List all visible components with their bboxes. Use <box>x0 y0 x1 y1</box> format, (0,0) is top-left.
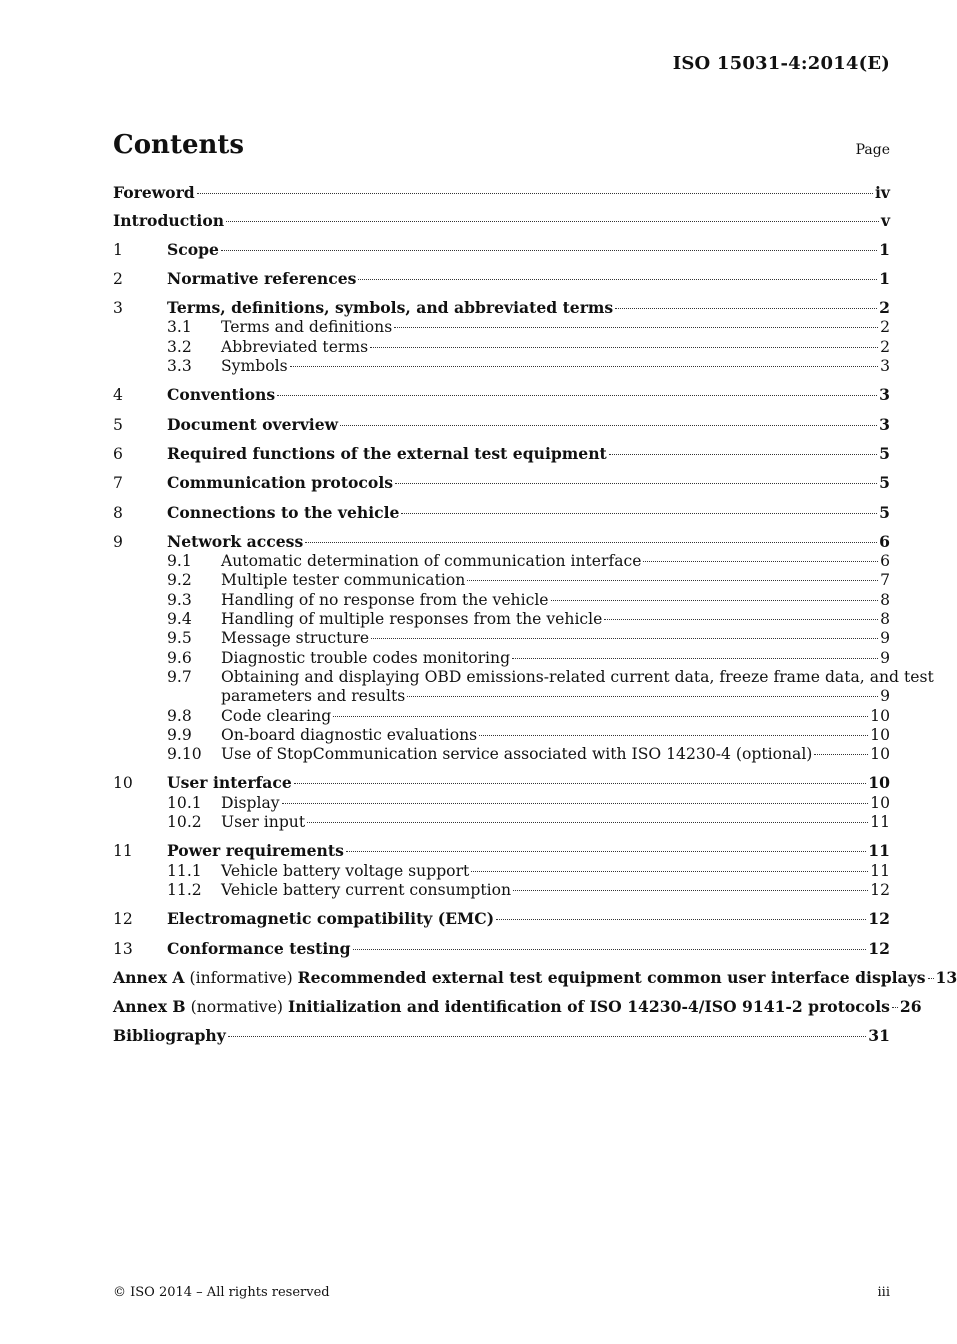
dot-leader <box>512 657 878 659</box>
toc-title: Scope <box>167 239 219 259</box>
table-of-contents <box>113 183 957 1046</box>
dot-leader <box>294 782 867 784</box>
toc-entry-10-2[interactable] <box>113 813 890 832</box>
page-number: iii <box>877 1285 890 1300</box>
toc-page: 11 <box>870 813 890 832</box>
toc-entry-1[interactable] <box>113 240 890 260</box>
toc-page: 26 <box>899 997 922 1017</box>
toc-number: 9.7 <box>167 667 192 686</box>
toc-entry-bibliography[interactable] <box>113 1026 890 1045</box>
toc-number: 9 <box>113 532 123 551</box>
toc-page: 8 <box>880 610 890 629</box>
toc-entry-6[interactable] <box>113 444 890 464</box>
toc-page: 1 <box>879 268 890 288</box>
toc-number: 6 <box>113 444 123 463</box>
dot-leader <box>371 637 878 639</box>
toc-title: Diagnostic trouble codes monitoring <box>221 648 511 667</box>
toc-page: 10 <box>870 745 890 764</box>
toc-title: Use of StopCommunication service associated with ISO 14230-4 (optional) <box>221 745 813 764</box>
toc-entry-12[interactable] <box>113 909 890 929</box>
toc-title: Conventions <box>167 385 276 405</box>
toc-title: Automatic determination of communication interface <box>221 552 642 571</box>
dot-leader <box>643 560 878 562</box>
toc-number: 9.8 <box>167 706 192 725</box>
dot-leader <box>305 541 877 543</box>
toc-number: 9.9 <box>167 725 192 744</box>
toc-entry-annex-a[interactable] <box>113 967 957 988</box>
page-title: Contents <box>113 130 245 160</box>
toc-page: 3 <box>879 385 890 405</box>
dot-leader <box>290 365 878 367</box>
toc-entry-9-1[interactable] <box>113 552 890 571</box>
toc-number: 3.2 <box>167 337 192 356</box>
dot-leader <box>370 346 878 348</box>
toc-page: 5 <box>879 473 890 493</box>
toc-page: 6 <box>880 552 890 571</box>
toc-title: Document overview <box>167 414 339 434</box>
toc-page: 8 <box>880 590 890 609</box>
toc-title: Conformance testing <box>167 938 351 958</box>
toc-entry-9-9[interactable] <box>113 726 890 745</box>
toc-page: 7 <box>880 571 890 590</box>
toc-number: 9.5 <box>167 629 192 648</box>
toc-page: 9 <box>880 687 890 706</box>
toc-number: 10 <box>113 774 133 793</box>
toc-page: 5 <box>879 502 890 522</box>
toc-page: 1 <box>879 239 890 259</box>
toc-title-line1: Obtaining and displaying OBD emissions-related current data, freeze frame data, and test <box>221 667 934 686</box>
toc-title: Abbreviated terms <box>221 337 369 356</box>
annex-label: Annex B <box>113 997 186 1017</box>
toc-title: Multiple tester communication <box>221 571 466 590</box>
document-id: ISO 15031-4:2014(E) <box>672 53 890 74</box>
toc-page: 9 <box>880 629 890 648</box>
toc-entry-9-5[interactable] <box>113 629 890 648</box>
toc-title: Introduction <box>113 211 225 231</box>
dot-leader <box>467 579 878 581</box>
toc-page: 2 <box>880 337 890 356</box>
toc-number: 9.3 <box>167 590 192 609</box>
toc-number: 7 <box>113 474 123 493</box>
annex-label: Annex A <box>113 967 185 987</box>
toc-page: 3 <box>879 414 890 434</box>
page-column-label: Page <box>855 142 890 158</box>
annex-title: Initialization and identification of ISO 14230-4/ISO 9141-2 protocols <box>287 997 890 1017</box>
toc-number: 9.1 <box>167 552 192 571</box>
toc-title-line2: parameters and results <box>221 687 406 706</box>
toc-number: 3.3 <box>167 357 192 376</box>
toc-entry-2[interactable] <box>113 269 890 289</box>
toc-title: Terms and definitions <box>221 318 393 337</box>
toc-entry-9-8[interactable] <box>113 707 890 726</box>
toc-number: 5 <box>113 415 123 434</box>
toc-entry-9-7[interactable] <box>113 667 934 687</box>
dot-leader <box>928 977 934 979</box>
toc-entry-10-1[interactable] <box>113 794 890 813</box>
toc-number: 9.6 <box>167 648 192 667</box>
toc-entry-9-6[interactable] <box>113 649 890 668</box>
toc-number: 9.10 <box>167 745 202 764</box>
dot-leader <box>609 453 877 455</box>
dot-leader <box>401 512 877 514</box>
toc-title: Normative references <box>167 268 357 288</box>
dot-leader <box>221 249 877 251</box>
toc-number: 4 <box>113 386 123 405</box>
toc-number: 10.2 <box>167 813 202 832</box>
toc-title: User interface <box>167 773 292 793</box>
toc-page: 11 <box>868 841 890 861</box>
toc-title: Vehicle battery current consumption <box>221 880 512 899</box>
dot-leader <box>333 715 868 717</box>
dot-leader <box>395 482 877 484</box>
toc-number: 11 <box>113 842 133 861</box>
dot-leader <box>353 948 867 950</box>
toc-page: 2 <box>879 298 890 318</box>
toc-page: 12 <box>870 880 890 899</box>
dot-leader <box>471 870 868 872</box>
dot-leader <box>407 695 878 697</box>
toc-entry-8[interactable] <box>113 503 890 523</box>
toc-entry-9-2[interactable] <box>113 571 890 590</box>
toc-page: 31 <box>868 1026 890 1046</box>
dot-leader <box>226 220 879 222</box>
toc-entry-introduction[interactable] <box>113 211 890 230</box>
toc-title: Electromagnetic compatibility (EMC) <box>167 909 495 929</box>
toc-page: 12 <box>868 938 890 958</box>
toc-entry-11[interactable] <box>113 841 890 861</box>
dot-leader <box>228 1035 867 1037</box>
toc-title: Message structure <box>221 629 370 648</box>
toc-entry-9-10[interactable] <box>113 745 890 764</box>
toc-title: On-board diagnostic evaluations <box>221 725 478 744</box>
dot-leader <box>346 850 866 852</box>
toc-number: 11.1 <box>167 861 202 880</box>
toc-entry-9-3[interactable] <box>113 591 890 610</box>
toc-page: v <box>880 211 890 231</box>
dot-leader <box>604 618 878 620</box>
dot-leader <box>479 734 868 736</box>
toc-entry-7[interactable] <box>113 473 890 493</box>
dot-leader <box>277 394 877 396</box>
dot-leader <box>615 307 877 309</box>
toc-title: Vehicle battery voltage support <box>221 861 470 880</box>
toc-title: Bibliography <box>113 1026 226 1046</box>
toc-title: Symbols <box>221 357 288 376</box>
toc-title: Communication protocols <box>167 473 394 493</box>
toc-title: User input <box>221 813 306 832</box>
toc-title: Required functions of the external test equipment <box>167 443 607 463</box>
toc-entry-9-7-cont[interactable] <box>113 687 890 706</box>
dot-leader <box>282 802 869 804</box>
dot-leader <box>197 192 873 194</box>
dot-leader <box>340 424 877 426</box>
toc-entry-9[interactable] <box>113 532 890 552</box>
dot-leader <box>394 326 878 328</box>
dot-leader <box>513 889 868 891</box>
toc-entry-3-1[interactable] <box>113 318 890 337</box>
toc-page: 5 <box>879 443 890 463</box>
dot-leader <box>496 918 866 920</box>
toc-page: 12 <box>868 909 890 929</box>
toc-number: 10.1 <box>167 793 202 812</box>
toc-page: 11 <box>870 861 890 880</box>
annex-type: (normative) <box>190 998 284 1017</box>
toc-title: Foreword <box>113 183 195 202</box>
toc-page: iv <box>875 183 890 202</box>
toc-page: 6 <box>879 531 890 551</box>
annex-type: (informative) <box>189 968 293 987</box>
toc-title: Code clearing <box>221 706 332 725</box>
toc-title: Network access <box>167 531 304 551</box>
toc-title: Handling of no response from the vehicle <box>221 590 549 609</box>
toc-number: 11.2 <box>167 880 202 899</box>
toc-entry-foreword[interactable] <box>113 183 890 202</box>
toc-number: 3 <box>113 299 123 318</box>
annex-title: Recommended external test equipment common user interface displays <box>297 967 926 987</box>
toc-page: 9 <box>880 648 890 667</box>
toc-entry-9-4[interactable] <box>113 610 890 629</box>
toc-page: 10 <box>868 773 890 793</box>
toc-entry-3-2[interactable] <box>113 338 890 357</box>
toc-page: 13 <box>935 967 957 987</box>
toc-page: 10 <box>870 706 890 725</box>
toc-number: 1 <box>113 240 123 259</box>
toc-entry-3[interactable] <box>113 298 890 318</box>
toc-entry-11-1[interactable] <box>113 862 890 881</box>
dot-leader <box>892 1006 898 1008</box>
toc-page: 10 <box>870 793 890 812</box>
toc-page: 10 <box>870 725 890 744</box>
toc-title: Connections to the vehicle <box>167 502 400 522</box>
toc-entry-11-2[interactable] <box>113 881 890 900</box>
toc-number: 2 <box>113 269 123 288</box>
toc-title: Terms, definitions, symbols, and abbreviated terms <box>167 298 614 318</box>
toc-title: Handling of multiple responses from the vehicle <box>221 610 603 629</box>
toc-entry-4[interactable] <box>113 385 890 405</box>
toc-number: 12 <box>113 910 133 929</box>
annex-title-group <box>113 997 890 1017</box>
dot-leader <box>307 821 868 823</box>
toc-number: 9.2 <box>167 571 192 590</box>
toc-page: 2 <box>880 318 890 337</box>
toc-page: 3 <box>880 357 890 376</box>
toc-number: 8 <box>113 503 123 522</box>
dot-leader <box>358 278 877 280</box>
toc-number: 3.1 <box>167 318 192 337</box>
toc-title: Display <box>221 793 280 812</box>
toc-title: Power requirements <box>167 841 344 861</box>
toc-number: 13 <box>113 939 133 958</box>
dot-leader <box>551 599 879 601</box>
toc-entry-3-3[interactable] <box>113 357 890 376</box>
toc-number: 9.4 <box>167 610 192 629</box>
toc-entry-annex-b[interactable] <box>113 997 922 1017</box>
copyright-notice: © ISO 2014 – All rights reserved <box>113 1285 330 1300</box>
toc-entry-5[interactable] <box>113 415 890 435</box>
dot-leader <box>814 753 868 755</box>
toc-entry-13[interactable] <box>113 939 890 959</box>
annex-title-group <box>113 968 926 988</box>
toc-entry-10[interactable] <box>113 773 890 793</box>
